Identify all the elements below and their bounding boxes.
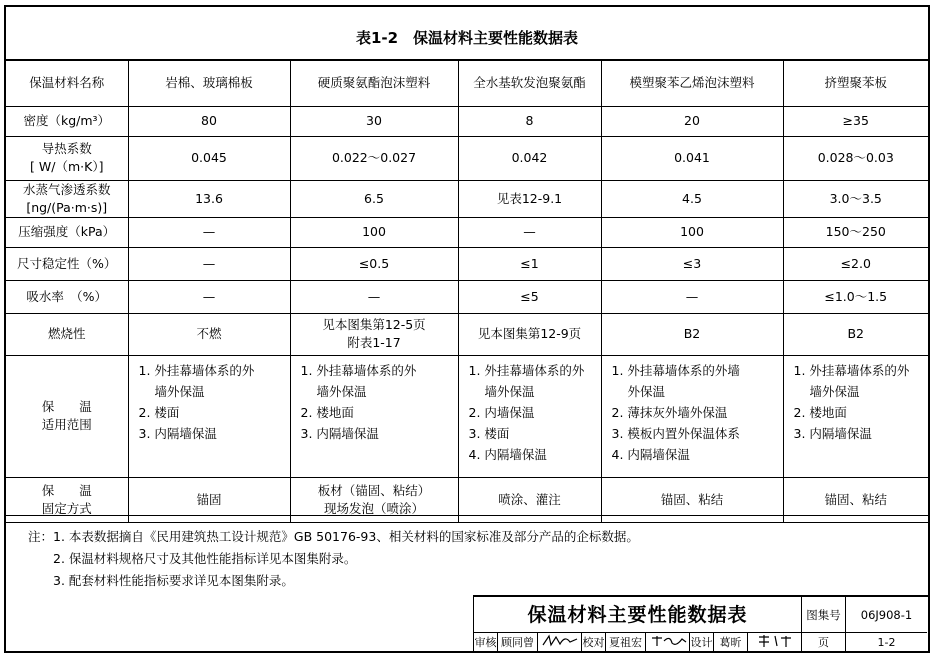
table-cell: 30 xyxy=(290,106,458,136)
row-label: 燃烧性 xyxy=(6,313,128,355)
row-label xyxy=(6,180,128,217)
table-cell: B2 xyxy=(601,313,783,355)
header-cell: 模塑聚苯乙烯泡沫塑料 xyxy=(601,60,783,106)
designer-signature xyxy=(748,633,802,653)
list-item: 3. 楼面 xyxy=(468,425,510,441)
table-cell: ≤1.0～1.5 xyxy=(783,280,928,313)
table-cell: 100 xyxy=(290,217,458,247)
list-item: 2. 楼地面 xyxy=(793,404,847,420)
list-item: 1. 外挂幕墙体系的外 xyxy=(138,362,255,378)
list-item: 1. 外挂幕墙体系的外 xyxy=(793,362,910,378)
list-item: 外保温 xyxy=(627,383,666,399)
table-cell: 4.5 xyxy=(601,180,783,217)
atlas-number: 06J908-1 xyxy=(846,597,927,633)
title-block xyxy=(473,595,928,651)
table-cell xyxy=(290,313,458,355)
page-label: 页 xyxy=(802,633,846,653)
label-line: 保 温 xyxy=(41,482,92,498)
table-cell: ≥35 xyxy=(783,106,928,136)
reviewer-signature xyxy=(538,633,582,653)
table-cell: 锚固、粘结 xyxy=(601,477,783,522)
table-cell: 150～250 xyxy=(783,217,928,247)
table-cell: 6.5 xyxy=(290,180,458,217)
label-line: [ng/(Pa·m·s)] xyxy=(26,199,108,215)
note-line: 注：1. 本表数据摘自《民用建筑热工设计规范》GB 50176-93、相关材料的国家标准及部分产品的企标数据。 xyxy=(28,529,639,544)
scope-row xyxy=(6,355,928,477)
signature-mark xyxy=(648,633,688,649)
reviewer-name: 顾同曾 xyxy=(498,633,538,653)
signature-mark xyxy=(540,633,580,649)
table-cell: ≤3 xyxy=(601,247,783,280)
check-label: 校对 xyxy=(582,633,606,653)
conductivity-row xyxy=(6,136,928,180)
list-item: 4. 内隔墙保温 xyxy=(468,446,547,462)
combustion-row xyxy=(6,313,928,355)
note-line: 2. 保温材料规格尺寸及其他性能指标详见本图集附录。 xyxy=(53,551,357,566)
stability-row xyxy=(6,247,928,280)
checker-name: 夏祖宏 xyxy=(606,633,646,653)
list-item: 墙外保温 xyxy=(316,383,367,399)
table-cell: 13.6 xyxy=(128,180,290,217)
list-item: 1. 外挂幕墙体系的外 xyxy=(468,362,585,378)
table-cell: 不燃 xyxy=(128,313,290,355)
header-cell: 岩棉、玻璃棉板 xyxy=(128,60,290,106)
table-cell: 见表12-9.1 xyxy=(458,180,601,217)
row-label: 压缩强度（kPa） xyxy=(6,217,128,247)
list-item: 2. 楼面 xyxy=(138,404,180,420)
table-cell: — xyxy=(458,217,601,247)
atlas-label: 图集号 xyxy=(802,597,846,633)
label-line: 保 温 xyxy=(41,399,92,414)
list-item: 1. 外挂幕墙体系的外墙 xyxy=(611,362,740,378)
notes-section xyxy=(6,515,928,595)
checker-signature xyxy=(646,633,690,653)
header-cell: 全水基软发泡聚氨酯 xyxy=(458,60,601,106)
cell-line: 现场发泡（喷涂） xyxy=(323,500,424,516)
table-cell: 0.022～0.027 xyxy=(290,136,458,180)
cell-line: 见本图集第12-5页 xyxy=(322,317,426,332)
table-cell: 喷涂、灌注 xyxy=(458,477,601,522)
scope-list xyxy=(783,355,928,477)
table-cell: 见本图集第12-9页 xyxy=(458,313,601,355)
table-cell: 0.041 xyxy=(601,136,783,180)
header-cell: 挤塑聚苯板 xyxy=(783,60,928,106)
list-item: 1. 外挂幕墙体系的外 xyxy=(300,362,417,378)
cell-line: 附表1-17 xyxy=(347,335,401,350)
table-cell: 80 xyxy=(128,106,290,136)
table-cell: ≤5 xyxy=(458,280,601,313)
table-cell: 0.042 xyxy=(458,136,601,180)
table-cell: ≤2.0 xyxy=(783,247,928,280)
absorption-row xyxy=(6,280,928,313)
header-cell: 保温材料名称 xyxy=(6,60,128,106)
signature-mark xyxy=(753,633,797,649)
table-title: 表1-2 保温材料主要性能数据表 xyxy=(355,29,579,47)
table-cell: 100 xyxy=(601,217,783,247)
table-cell: 0.045 xyxy=(128,136,290,180)
table-cell: B2 xyxy=(783,313,928,355)
designer-name: 葛昕 xyxy=(714,633,748,653)
list-item: 4. 内隔墙保温 xyxy=(611,446,690,462)
table-cell: 锚固、粘结 xyxy=(783,477,928,522)
list-item: 墙外保温 xyxy=(154,383,205,399)
header-cell: 硬质聚氨酯泡沫塑料 xyxy=(290,60,458,106)
list-item: 墙外保温 xyxy=(809,383,860,399)
table-cell: 0.028～0.03 xyxy=(783,136,928,180)
review-label: 审核 xyxy=(474,633,498,653)
note-line: 3. 配套材料性能指标要求详见本图集附录。 xyxy=(53,573,294,588)
scope-list xyxy=(601,355,783,477)
label-line: [ W/（m·K）] xyxy=(30,159,104,174)
label-line: 固定方式 xyxy=(41,500,92,516)
row-label: 尺寸稳定性（%） xyxy=(6,247,128,280)
list-item: 2. 薄抹灰外墙外保温 xyxy=(611,404,728,420)
table-cell: 锚固 xyxy=(128,477,290,522)
list-item: 2. 楼地面 xyxy=(300,404,354,420)
drawing-name: 保温材料主要性能数据表 xyxy=(474,597,802,633)
list-item: 墙外保温 xyxy=(484,383,535,399)
cell-line: 板材（锚固、粘结） xyxy=(317,482,431,498)
row-label xyxy=(6,355,128,477)
vapor-row xyxy=(6,180,928,217)
list-item: 2. 内墙保温 xyxy=(468,404,535,420)
density-row xyxy=(6,106,928,136)
scope-list xyxy=(458,355,601,477)
design-label: 设计 xyxy=(690,633,714,653)
scope-list xyxy=(128,355,290,477)
table-cell: ≤1 xyxy=(458,247,601,280)
row-label: 密度（kg/m³） xyxy=(6,106,128,136)
row-label xyxy=(6,136,128,180)
scope-list xyxy=(290,355,458,477)
header-row xyxy=(6,60,928,106)
table-cell: 8 xyxy=(458,106,601,136)
list-item: 3. 内隔墙保温 xyxy=(138,425,217,441)
label-line: 导热系数 xyxy=(41,141,92,156)
page-number: 1-2 xyxy=(877,636,896,649)
compressive-row xyxy=(6,217,928,247)
list-item: 3. 内隔墙保温 xyxy=(300,425,379,441)
table-cell: — xyxy=(601,280,783,313)
table-cell: 20 xyxy=(601,106,783,136)
list-item: 3. 内隔墙保温 xyxy=(793,425,872,441)
list-item: 3. 模板内置外保温体系 xyxy=(611,425,740,441)
table-cell: ≤0.5 xyxy=(290,247,458,280)
table-cell: — xyxy=(128,247,290,280)
properties-table xyxy=(6,59,928,523)
table-cell: — xyxy=(128,280,290,313)
label-line: 水蒸气渗透系数 xyxy=(22,181,111,197)
table-cell: — xyxy=(128,217,290,247)
table-cell: — xyxy=(290,280,458,313)
drawing-sheet xyxy=(4,5,930,653)
table-cell: 3.0～3.5 xyxy=(783,180,928,217)
row-label: 吸水率 （%） xyxy=(6,280,128,313)
label-line: 适用范围 xyxy=(41,417,92,432)
